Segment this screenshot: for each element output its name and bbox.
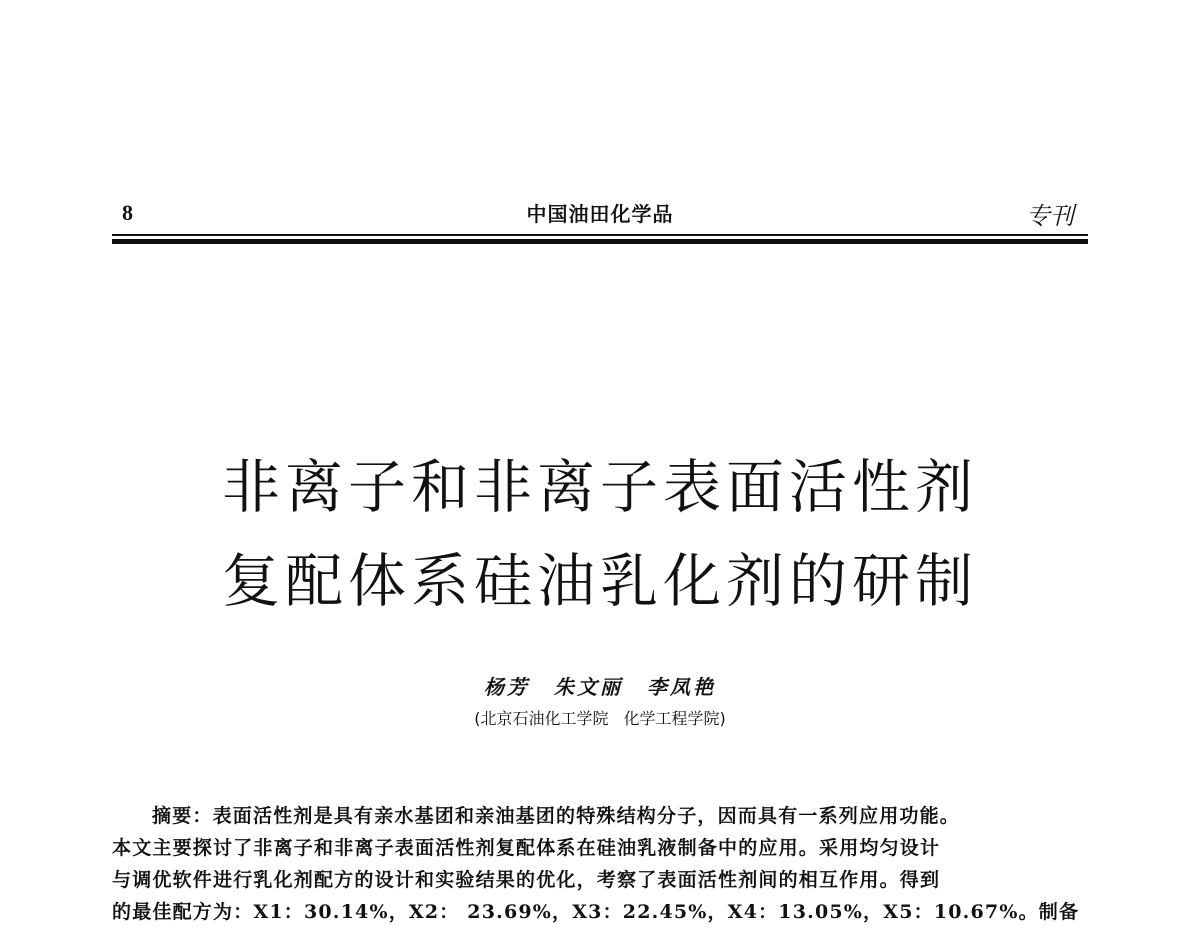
paper-title-line-2: 复配体系硅油乳化剂的研制 — [221, 547, 978, 615]
abstract-line-1 — [112, 800, 1088, 832]
page-number: 8 — [122, 200, 133, 225]
header-rule-thick — [112, 239, 1088, 244]
header-rule-thin — [112, 234, 1088, 236]
abstract-line-3: 与调优软件进行乳化剂配方的设计和实验结果的优化，考察了表面活性剂间的相互作用。得到 — [112, 869, 941, 891]
paper-title-line-1: 非离子和非离子表面活性剂 — [221, 453, 978, 521]
author-list: 杨芳 朱文丽 李凤艳 — [484, 675, 716, 699]
abstract-text: 表面活性剂是具有亲水基团和亲油基团的特殊结构分子，因而具有一系列应用功能。 — [212, 805, 961, 827]
abstract-line-2: 本文主要探讨了非离子和非离子表面活性剂复配体系在硅油乳液制备中的应用。采用均匀设计 — [112, 837, 941, 859]
running-header — [112, 196, 1088, 230]
issue-label: 专刊 — [1026, 202, 1074, 230]
journal-name: 中国油田化学品 — [526, 202, 674, 226]
abstract — [112, 800, 1088, 928]
affiliation: (北京石油化工学院 化学工程学院) — [474, 709, 726, 728]
abstract-line-4: 的最佳配方为：X1：30.14%，X2： 23.69%，X3：22.45%，X4：13.05%，X5：10.67%。制备 — [112, 901, 1080, 923]
abstract-label: 摘要： — [152, 805, 213, 827]
